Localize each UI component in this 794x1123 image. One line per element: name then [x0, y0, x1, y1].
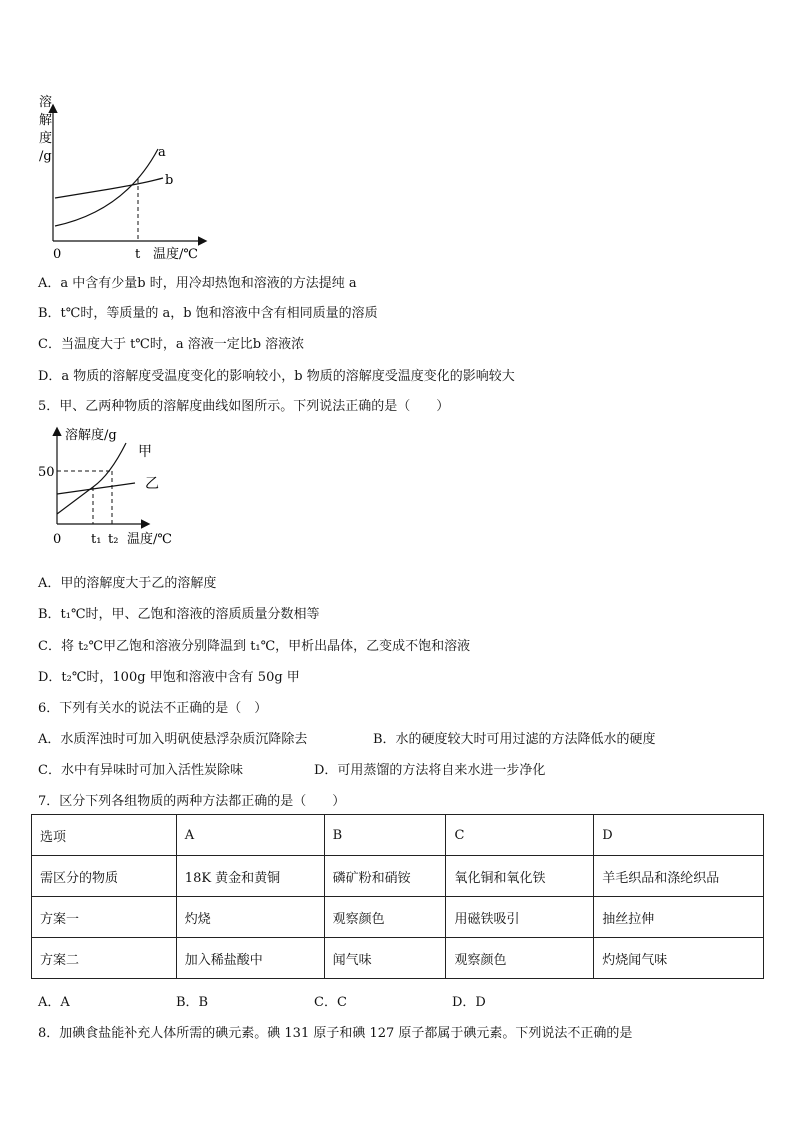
q7-choice-b: B．B: [176, 995, 209, 1010]
t2-label: t₂: [108, 532, 119, 547]
q6-option-b: B．水的硬度较大时可用过滤的方法降低水的硬度: [373, 732, 656, 747]
table-row: [32, 856, 764, 897]
q6-option-a: A．水质浑浊时可加入明矾使悬浮杂质沉降除去: [38, 732, 308, 747]
q5-option-c: C．将 t₂℃甲乙饱和溶液分别降温到 t₁℃，甲析出晶体，乙变成不饱和溶液: [38, 639, 471, 654]
q6-option-c: C．水中有异味时可加入活性炭除味: [38, 763, 243, 778]
table-row: [32, 897, 764, 938]
y-axis-label-char: 溶: [39, 95, 53, 110]
q4-option-c: C．当温度大于 t℃时，a 溶液一定比b 溶液浓: [38, 337, 305, 352]
table-cell: 抽丝拉伸: [594, 897, 764, 938]
q4-option-a: A．a 中含有少量b 时，用冷却热饱和溶液的方法提纯 a: [38, 276, 357, 291]
q6-option-d: D．可用蒸馏的方法将自来水进一步净化: [314, 763, 546, 778]
table-cell: 方案一: [32, 897, 177, 938]
y-axis-label-char: 度: [39, 131, 53, 146]
curve-b: [55, 178, 163, 198]
q7-table: [31, 814, 764, 979]
x-axis-label: 温度/℃: [153, 247, 198, 261]
q6-stem: 6．下列有关水的说法不正确的是（ ）: [38, 701, 268, 716]
table-cell: B: [324, 815, 446, 856]
q4-option-b: B．t℃时，等质量的 a，b 饱和溶液中含有相同质量的溶质: [38, 306, 378, 321]
table-cell: 用磁铁吸引: [446, 897, 594, 938]
curve-jia: [57, 443, 126, 514]
curve-b-label: b: [165, 173, 174, 188]
table-row: [32, 815, 764, 856]
table-cell: 选项: [32, 815, 177, 856]
x-axis-label: 温度/℃: [127, 532, 172, 547]
q8-stem: 8．加碘食盐能补充人体所需的碘元素。碘 131 原子和碘 127 原子都属于碘元素。下列说法不正确的是: [38, 1026, 633, 1041]
table-cell: 闻气味: [324, 938, 446, 979]
table-cell: 磷矿粉和硝铵: [324, 856, 446, 897]
q7-choice-a: A．A: [38, 995, 70, 1010]
table-cell: 观察颜色: [324, 897, 446, 938]
table-cell: 加入稀盐酸中: [176, 938, 324, 979]
q7-stem: 7．区分下列各组物质的两种方法都正确的是（ ）: [38, 794, 346, 809]
table-row: [32, 938, 764, 979]
table-cell: D: [594, 815, 764, 856]
t1-label: t₁: [91, 532, 102, 547]
table-cell: 观察颜色: [446, 938, 594, 979]
table-cell: 需区分的物质: [32, 856, 177, 897]
q5-option-a: A．甲的溶解度大于乙的溶解度: [38, 576, 217, 591]
solubility-figure-2: [30, 421, 220, 551]
table-cell: 氧化铜和氧化铁: [446, 856, 594, 897]
curve-yi-label: 乙: [145, 476, 159, 492]
table-cell: 灼烧闻气味: [594, 938, 764, 979]
curve-jia-label: 甲: [138, 444, 152, 460]
q5-stem: 5．甲、乙两种物质的溶解度曲线如图所示。下列说法正确的是（ ）: [38, 399, 450, 414]
table-cell: C: [446, 815, 594, 856]
table-cell: 18K 黄金和黄铜: [176, 856, 324, 897]
origin-label: 0: [53, 247, 62, 261]
q4-option-d: D．a 物质的溶解度受温度变化的影响较小，b 物质的溶解度受温度变化的影响较大: [38, 369, 515, 384]
y-axis-label-char: /g: [39, 149, 52, 164]
q7-choice-d: D．D: [452, 995, 486, 1010]
y-axis-label-char: 解: [39, 113, 53, 128]
curve-a-label: a: [158, 145, 166, 160]
solubility-figure-1: [30, 86, 250, 261]
origin-label: 0: [53, 532, 62, 547]
curve-a: [55, 149, 158, 226]
table-cell: 羊毛织品和涤纶织品: [594, 856, 764, 897]
y-axis-label: 溶解度/g: [65, 428, 117, 443]
table-cell: 灼烧: [176, 897, 324, 938]
table-cell: 方案二: [32, 938, 177, 979]
q5-option-b: B．t₁℃时，甲、乙饱和溶液的溶质质量分数相等: [38, 607, 320, 622]
q5-option-d: D．t₂℃时，100g 甲饱和溶液中含有 50g 甲: [38, 670, 300, 685]
q7-choice-c: C．C: [314, 995, 347, 1010]
y-tick-50: 50: [38, 465, 55, 480]
table-cell: A: [176, 815, 324, 856]
t-label: t: [135, 247, 141, 261]
